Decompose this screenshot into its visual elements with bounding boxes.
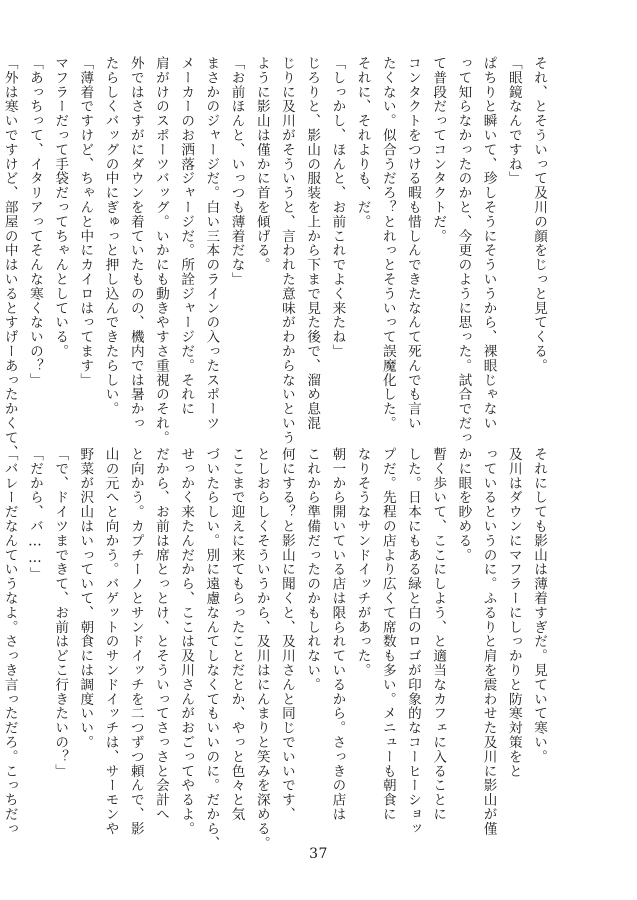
text-line: 「だから、バ……」 [26,447,43,582]
text-line: 外ではさすがにダウンを着ていたものの、機内では暑かっ [127,56,144,431]
text-column-top [1,56,551,460]
text-line: それ、とそういって及川の顔をじっと見てくる。 [531,56,547,373]
text-line: それに、それよりも、だ。 [354,56,371,229]
text-line: 「外は寒いですけど、部屋の中はいるとすげーあったかくて、 [1,56,18,460]
text-line: 山の元へと向かう。バゲットのサンドイッチは、サーモンや [102,447,119,836]
text-line: 「で、ドイツまできて、お前はどこ行きたいの？」 [52,447,69,779]
text-line: 何にする？と影山に聞くと、及川さんと同じでいいです、 [278,447,295,822]
text-line: 「バレーだなんていうなよ。さっき言っただろ。こっちだっ [1,447,18,836]
text-line: これから準備だったのかもしれない。 [304,447,321,692]
text-line: それにしても影山は薄着すぎだ。見ていて寒い。 [531,447,547,764]
text-line: 「しっかし、ほんと、お前これでよく来たね」 [329,56,346,359]
text-line: なりそうなサンドイッチがあった。 [354,447,371,678]
text-line: まさかのジャージだ。白い三本のラインの入ったスポーツ [203,56,220,431]
text-line: たくない。似合うだろ？とれっとそういって誤魔化した。 [379,56,396,431]
text-line: っているというのに。ふるりと肩を震わせた及川に影山が僅 [480,447,497,836]
text-line: かに眼を眇める。 [455,447,472,563]
text-line: 朝一から開いている店は限られているから。さっきの店は [329,447,346,822]
text-line: としおらしくそういうから、及川はにんまりと笑みを深める。 [253,447,270,851]
text-line: マフラーだって手袋だってちゃんとしている。 [52,56,69,359]
text-line: 「あっちって、イタリアってそんな寒くないの？」 [26,56,43,388]
text-line: たらしくバッグの中にぎゅっと押し込んできたらしい。 [102,56,119,416]
text-line: せっかく来たんだから、ここは及川さんがおごってやるよ。 [178,447,195,836]
page-number: 37 [309,846,328,862]
text-column-bottom [1,447,551,851]
text-line: 「お前ほんと、いっつも薄着だな」 [228,56,245,287]
text-line: ここまで迎えに来てもらったことだとか、やっと色々と気 [228,447,245,822]
text-line: コンタクトをつける暇も惜しんできたなんて死んでも言い [404,56,421,431]
text-line: 肩がけのスポーツバッグ。いかにも動きやすさ重視のそれ。 [152,56,169,445]
text-line: だから、お前は席とっとけ、とそういってさっさと会計へ [152,447,169,822]
text-line: メーカーのお洒落ジャージだ。所詮ジャージだ。それに [178,56,195,416]
text-line: て普段だってコンタクトだ。 [430,56,447,244]
text-line: 野菜が沢山はいっていて、朝食には調度いい。 [77,447,94,750]
text-line: 及川はダウンにマフラーにしっかりと防寒対策をと [505,447,522,779]
text-line: した。日本にもある緑と白のロゴが印象的なコーヒーショッ [404,447,421,836]
text-line: じろりと、影山の服装を上から下まで見た後で、溜め息混 [304,56,321,431]
text-line: プだ。先程の店より広くて席数も多い。メニューも朝食に [379,447,396,822]
text-line: 暫く歩いて、ここにしよう、と適当なカフェに入ることに [430,447,447,822]
text-line: ように影山は僅かに首を傾げる。 [253,56,270,272]
text-line: 「薄着ですけど、ちゃんと中にカイロはってます」 [77,56,94,388]
text-line: と向かう。カプチーノとサンドイッチを二つずつ頼んで、影 [127,447,144,836]
text-line: 「眼鏡なんですね」 [505,56,522,186]
text-line: づいたらしい。別に遠慮なんてしなくてもいいのに。だから、 [203,447,220,851]
text-line: って知らなかったのかと、今更のように思った。試合でだっ [455,56,472,445]
text-line: ぱちりと瞬いて、珍しそうにそういうから、裸眼じゃない [480,56,497,431]
text-line: じりに及川がそういうと、言われた意味がわからないという [278,56,295,445]
